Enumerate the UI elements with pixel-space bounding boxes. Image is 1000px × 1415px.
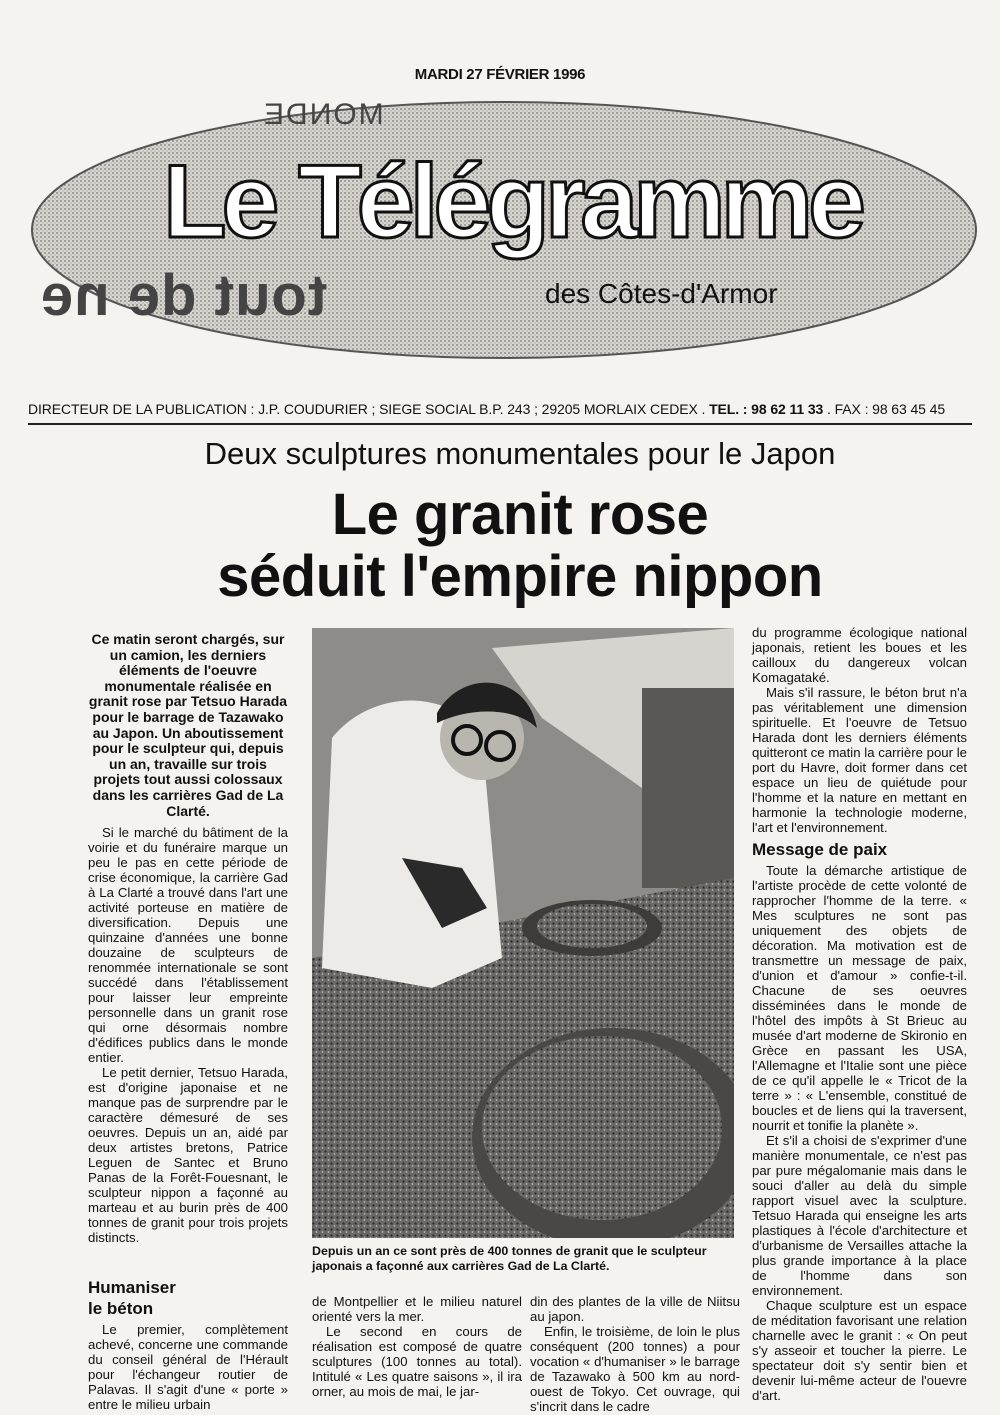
header-rule [28, 423, 972, 425]
column-2 [312, 1294, 522, 1399]
publisher-fax: . FAX : 98 63 45 45 [827, 401, 946, 417]
photo-caption: Depuis un an ce sont près de 400 tonnes de granit que le sculpteur japonais a façonné aux carrières Gad de La Clarté. [312, 1244, 707, 1273]
subheading-humaniser [88, 1277, 288, 1319]
article-lead: Ce matin seront chargés, sur un camion, les derniers éléments de l'oeuvre monumentale réalisée en granit rose par Tetsuo Harada pour le barrage de Tazawako au Japon. Un aboutissement pour le sculpteur qui, depuis un an, travaille sur trois projets tout aussi colossaux dans les carrières Gad de La Clarté. [88, 631, 288, 819]
publisher-tel: TEL. : 98 62 11 33 [709, 401, 824, 417]
paragraph: du programme écologique national japonais, retient les boues et les cailloux du dangereux volcan Komagataké. [752, 625, 967, 685]
publisher-text: DIRECTEUR DE LA PUBLICATION : J.P. COUDURIER ; SIEGE SOCIAL B.P. 243 ; 29205 MORLAIX CEDEX . [28, 401, 706, 417]
masthead-mirrored-bottom: tout de ne [40, 263, 328, 328]
subheading-line: le béton [88, 1299, 154, 1318]
subheading-message-de-paix: Message de paix [752, 840, 888, 859]
masthead-title: Le Télégramme [163, 144, 861, 260]
paragraph: Toute la démarche artistique de l'artiste procède de cette volonté de rapprocher l'homme de la terre. « Mes sculptures ne sont pas uniquement des objets de décoration. Ma motivation est de transmettre un message de paix, d'union et d'amour » confie-t-il. Chacune de ses oeuvres disséminées dans le monde de l'hôtel des impôts à St Brieuc au musée d'art moderne de Skironio en Grèce en passant les USA, l'Allemagne et l'Italie sont une pièce de ce qu'il appelle le « Tricot de la terre » : « L'ensemble, constitué de boucles et de liens qui la traversent, nourrit et tonifie la planète ». [752, 863, 967, 1133]
paragraph: Si le marché du bâtiment de la voirie et du funéraire marque un peu le pas en cette période de crise économique, la carrière Gad à La Clarté a trouvé dans l'art une activité porteuse en matière de diversification. Depuis une quinzaine d'années une bonne douzaine de sculpteurs de renommée internationale se sont succédé dans l'établissement pour laisser leur empreinte personnelle dans un granit rose qui orne désormais nombre d'édifices publics dans le monde entier. [88, 825, 288, 1066]
article-kicker: Deux sculptures monumentales pour le Japon [204, 436, 836, 471]
column-1 [88, 632, 288, 1245]
paragraph: Le premier, complètement achevé, concerne une commande du conseil général de l'Hérault pour l'échangeur routier de Palavas. Il s'agit d'une « porte » entre le milieu urbain [88, 1322, 288, 1412]
headline-line-1: Le granit rose [331, 482, 709, 547]
sculptor-photo [312, 628, 734, 1238]
column-3 [530, 1294, 740, 1414]
issue-date: MARDI 27 FÉVRIER 1996 [414, 66, 586, 83]
paragraph: Mais s'il rassure, le béton brut n'a pas véritablement une dimension spirituelle. Et l'oeuvre de Tetsuo Harada dont les derniers éléments quitteront ce matin la carrière pour le port du Havre, doit former dans cet espace un lieu de quiétude pour l'homme et la nature en mettant en harmonie la technologie moderne, l'art et l'environnement. [752, 685, 967, 835]
article-headline [0, 484, 1000, 608]
column-4 [752, 625, 967, 1403]
masthead-mirrored-top: MONDE [262, 98, 384, 131]
column-1-bottom [88, 1273, 288, 1412]
paragraph: de Montpellier et le milieu naturel orienté vers la mer. [312, 1294, 522, 1324]
paragraph: Enfin, le troisième, de loin le plus conséquent (200 tonnes) a pour vocation « d'humaniser » le barrage de Tazawako à 500 km au nord-ouest de Tokyo. Cet ouvrage, qui s'incrit dans le cadre [530, 1324, 740, 1414]
paragraph: Le second en cours de réalisation est composé de quatre sculptures (100 tonnes au total). Intitulé « Les quatre saisons », il ira orner, au mois de mai, le jar- [312, 1324, 522, 1399]
headline-line-2: séduit l'empire nippon [217, 544, 823, 609]
publisher-line [28, 401, 972, 417]
paragraph: Chaque sculpture est un espace de méditation favorisant une relation charnelle avec le granit : « On peut s'y asseoir et toucher la pierre. Le spectateur doit s'y sentir bien et devenir lui-même acteur de l'ouevre d'art. [752, 1298, 967, 1403]
paragraph: din des plantes de la ville de Niitsu au japon. [530, 1294, 740, 1324]
masthead-subtitle: des Côtes-d'Armor [545, 278, 778, 309]
paragraph: Le petit dernier, Tetsuo Harada, est d'origine japonaise et ne manque pas de surprendre par le caractère démesuré de ses oeuvres. Depuis un an, aidé par deux artistes bretons, Patrice Leguen de Santec et Bruno Panas de la Forêt-Fouesnant, le sculpteur nippon a façonné au marteau et au burin près de 400 tonnes de granit pour trois projets distincts. [88, 1065, 288, 1246]
paragraph: Et s'il a choisi de s'exprimer d'une manière monumentale, ce n'est pas par pure mégalomanie mais dans le souci d'aller au delà du simple rapport visuel avec la sculpture. Tetsuo Harada qui enseigne les arts plastiques à l'école d'architecture et d'urbanisme de Versailles attache la plus grande importance à la place de l'homme dans son environnement. [752, 1133, 967, 1298]
subheading-line: Humaniser [88, 1278, 176, 1297]
